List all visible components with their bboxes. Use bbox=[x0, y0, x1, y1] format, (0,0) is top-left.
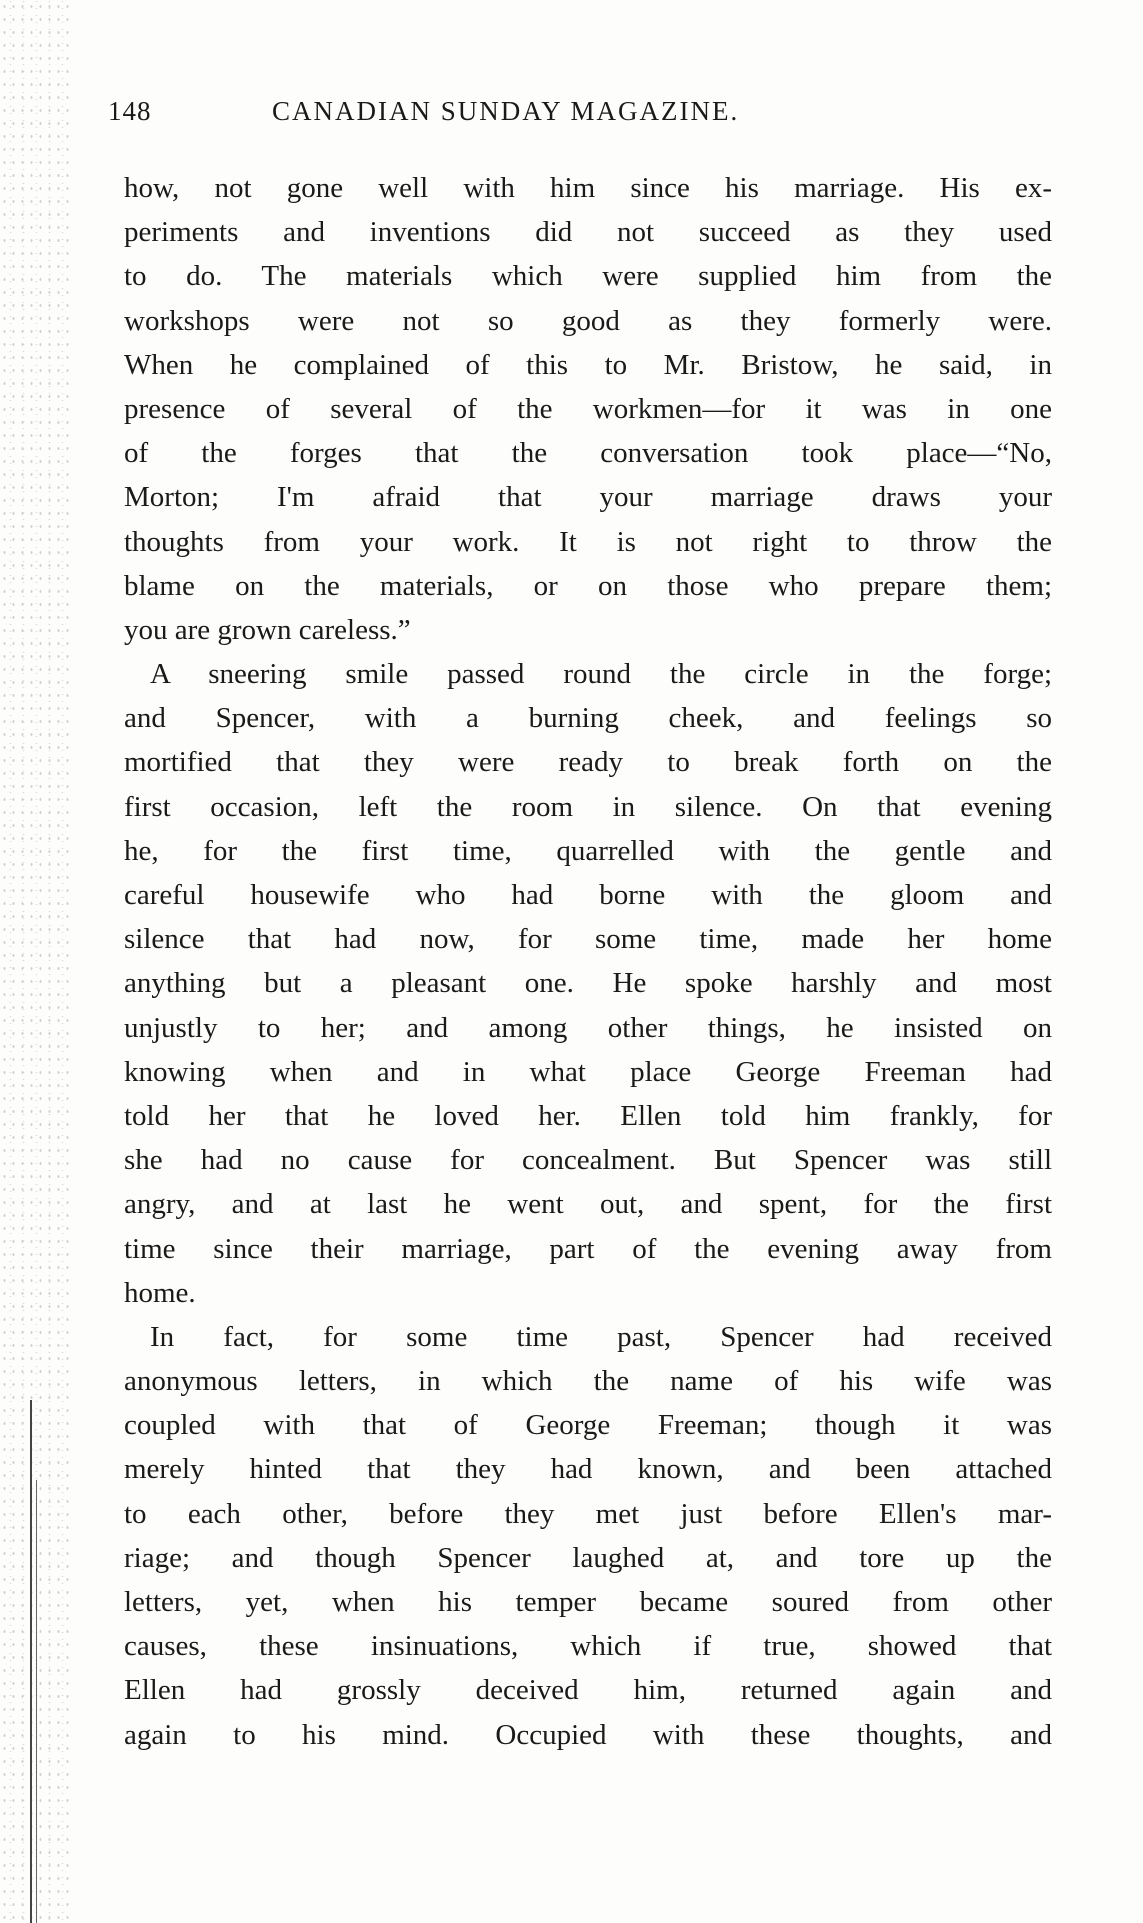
text-line: When he complained of this to Mr. Bristow, he said, in bbox=[124, 348, 1052, 381]
text-line: to do. The materials which were supplied him from the bbox=[124, 260, 1052, 293]
text-line: unjustly to her; and among other things, he insisted on bbox=[124, 1011, 1052, 1044]
text-line: time since their marriage, part of the evening away from bbox=[124, 1232, 1052, 1265]
text-line: Morton; I'm afraid that your marriage draws your bbox=[124, 481, 1052, 514]
scan-noise bbox=[0, 0, 70, 1923]
text-line: of the forges that the conversation took place—“No, bbox=[124, 437, 1052, 470]
text-line: periments and inventions did not succeed as they used bbox=[124, 216, 1052, 249]
body-text bbox=[124, 166, 1052, 1757]
text-line: she had no cause for concealment. But Spencer was still bbox=[124, 1144, 1052, 1177]
text-line: told her that he loved her. Ellen told him frankly, for bbox=[124, 1099, 1052, 1132]
text-line: Ellen had grossly deceived him, returned again and bbox=[124, 1674, 1052, 1707]
text-line: you are grown careless.” bbox=[124, 613, 411, 646]
gutter-line bbox=[30, 1400, 32, 1923]
text-line: angry, and at last he went out, and spent, for the first bbox=[124, 1188, 1052, 1221]
text-line: blame on the materials, or on those who prepare them; bbox=[124, 569, 1052, 602]
text-line: he, for the first time, quarrelled with the gentle and bbox=[124, 834, 1052, 867]
text-line: again to his mind. Occupied with these thoughts, and bbox=[124, 1718, 1052, 1751]
text-line: first occasion, left the room in silence. On that evening bbox=[124, 790, 1052, 823]
text-line: riage; and though Spencer laughed at, and tore up the bbox=[124, 1541, 1052, 1574]
text-line: to each other, before they met just before Ellen's mar- bbox=[124, 1497, 1052, 1530]
gutter-line bbox=[36, 1480, 37, 1923]
text-line: presence of several of the workmen—for it was in one bbox=[124, 392, 1052, 425]
text-line: careful housewife who had borne with the gloom and bbox=[124, 879, 1052, 911]
text-line: anonymous letters, in which the name of his wife was bbox=[124, 1365, 1052, 1398]
text-line: mortified that they were ready to break forth on the bbox=[124, 746, 1052, 779]
text-line: letters, yet, when his temper became soured from other bbox=[124, 1586, 1052, 1618]
text-line: knowing when and in what place George Freeman had bbox=[124, 1055, 1052, 1088]
text-line: workshops were not so good as they formerly were. bbox=[124, 304, 1052, 337]
page-number: 148 bbox=[108, 96, 152, 126]
page-header bbox=[108, 96, 1058, 136]
text-line: anything but a pleasant one. He spoke harshly and most bbox=[124, 967, 1052, 1000]
text-line: A sneering smile passed round the circle in the forge; bbox=[150, 658, 1052, 691]
text-line: home. bbox=[124, 1276, 196, 1309]
text-line: silence that had now, for some time, made her home bbox=[124, 923, 1052, 956]
text-line: how, not gone well with him since his marriage. His ex- bbox=[124, 172, 1052, 204]
text-line: causes, these insinuations, which if true, showed that bbox=[124, 1630, 1052, 1663]
running-head: CANADIAN SUNDAY MAGAZINE. bbox=[272, 96, 740, 126]
text-line: and Spencer, with a burning cheek, and feelings so bbox=[124, 702, 1052, 735]
text-line: merely hinted that they had known, and been attached bbox=[124, 1453, 1052, 1486]
text-line: In fact, for some time past, Spencer had received bbox=[150, 1320, 1052, 1353]
text-line: coupled with that of George Freeman; though it was bbox=[124, 1409, 1052, 1442]
text-line: thoughts from your work. It is not right to throw the bbox=[124, 525, 1052, 558]
